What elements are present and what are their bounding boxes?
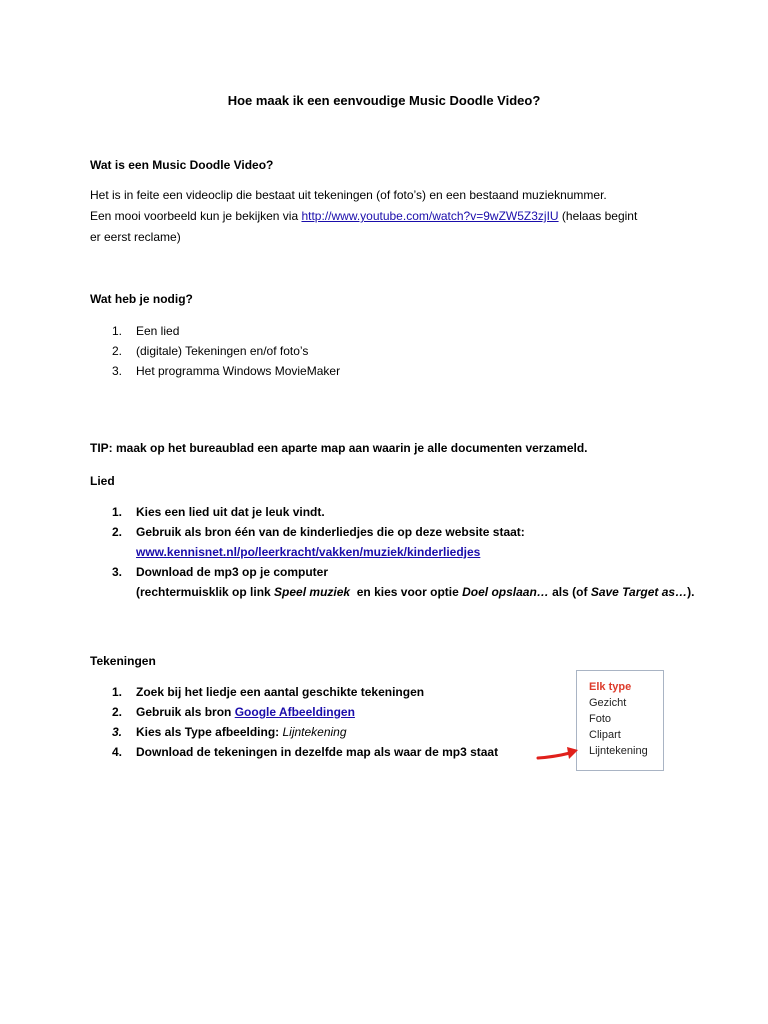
list-item [90,562,694,602]
list-number: 3. [112,565,123,579]
speel-muziek-label: Speel muziek [274,585,351,599]
list-item-text: Download de tekeningen in dezelfde map als waar de mp3 staat [136,745,499,759]
type-option-photo[interactable]: Foto [589,713,612,725]
subtext-part: (rechtermuisklik op link [136,585,275,599]
google-images-link[interactable]: Google Afbeeldingen [234,705,355,719]
list-number: 4. [112,745,123,759]
list-item [90,742,498,762]
list-number: 1. [112,685,123,699]
type-option-any[interactable]: Elk type [589,681,632,693]
list-item [90,321,340,341]
save-target-label: Save Target as… [590,585,688,599]
list-item [90,341,340,361]
list-item [90,522,694,562]
lijntekening-value: Lijntekening [282,725,347,739]
list-item-text: (digitale) Tekeningen en/of foto’s [136,344,309,358]
kennisnet-link[interactable]: www.kennisnet.nl/po/leerkracht/vakken/muziek/kinderliedjes [136,545,481,559]
intro-line-2-text: Een mooi voorbeeld kun je bekijken via [90,209,302,223]
list-item-text: Een lied [136,324,180,338]
heading-lied: Lied [90,474,115,488]
list-number: 1. [112,324,123,338]
subtext-part: en kies voor optie [350,585,463,599]
list-number: 1. [112,505,123,519]
list-item-subtext [136,582,694,602]
type-option-line-drawing[interactable]: Lijntekening [589,745,648,757]
red-arrow-icon [536,744,580,768]
intro-line-1: Het is in feite een videoclip die bestaat uit tekeningen (of foto’s) en een bestaand muzieknummer. [90,188,607,202]
youtube-link[interactable]: http://www.youtube.com/watch?v=9wZW5Z3zjIU [301,209,559,223]
list-item [90,702,498,722]
page-title: Hoe maak ik een eenvoudige Music Doodle Video? [227,93,541,108]
tip-text: TIP: maak op het bureaublad een aparte map aan waarin je alle documenten verzameld. [90,441,588,455]
list-item-text: Kies als Type afbeelding: [136,725,283,739]
list-item-text: Zoek bij het liedje een aantal geschikte tekeningen [136,685,425,699]
intro-line-2-tail: (helaas begint [558,209,638,223]
list-item [90,361,340,381]
list-item-text: Download de mp3 op je computer [136,565,329,579]
tekeningen-list [90,682,498,762]
list-item-text: Kies een lied uit dat je leuk vindt. [136,505,325,519]
intro-line-3: er eerst reclame) [90,230,181,244]
subtext-part: ). [687,585,695,599]
list-item-text: Gebruik als bron één van de kinderliedjes die op deze website staat: [136,525,525,539]
list-item [90,502,694,522]
intro-paragraph [90,185,690,248]
heading-what-is: Wat is een Music Doodle Video? [90,158,274,172]
list-item [90,722,498,742]
heading-what-needed: Wat heb je nodig? [90,292,193,306]
list-item-text: Het programma Windows MovieMaker [136,364,341,378]
intro-line-2 [90,206,690,227]
type-option-face[interactable]: Gezicht [589,697,627,709]
list-item-text: Gebruik als bron [136,705,235,719]
image-type-menu [576,670,664,771]
lied-list [90,502,694,602]
heading-tekeningen: Tekeningen [90,654,156,668]
list-item [90,682,498,702]
list-number: 2. [112,344,123,358]
list-number: 2. [112,705,123,719]
doel-opslaan-label: Doel opslaan… [462,585,549,599]
subtext-part: als (of [548,585,591,599]
type-option-clipart[interactable]: Clipart [589,729,621,741]
needs-list [90,321,340,381]
list-number: 3. [112,364,123,378]
list-number: 3. [112,725,123,739]
list-number: 2. [112,525,123,539]
